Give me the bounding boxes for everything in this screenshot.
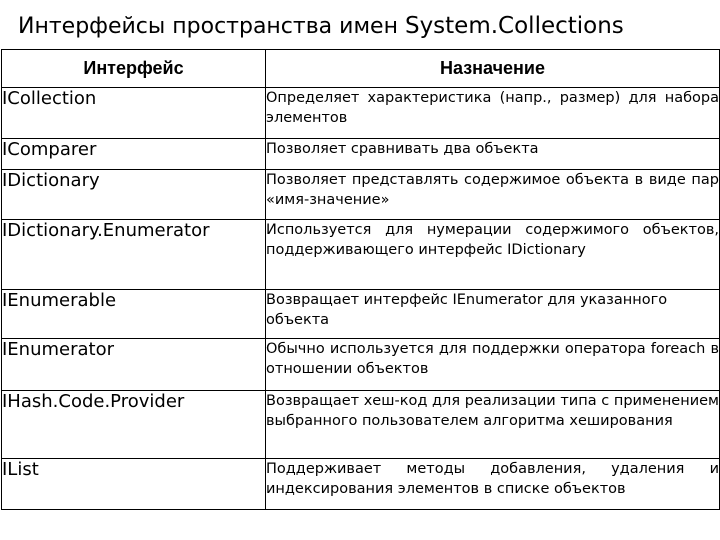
interface-description: Возвращает интерфейс IEnumerator для указанного объекта bbox=[266, 290, 720, 339]
page-title bbox=[18, 8, 718, 44]
interface-description: Поддерживает методы добавления, удаления и индексирования элементов в списке объектов bbox=[266, 459, 720, 510]
table-row bbox=[2, 139, 720, 170]
table-header bbox=[2, 50, 720, 88]
table-body bbox=[2, 88, 720, 510]
interface-description: Используется для нумерации содержимого объектов, поддерживающего интерфейс IDictionary bbox=[266, 220, 720, 290]
interface-description: Позволяет сравнивать два объекта bbox=[266, 139, 720, 170]
interface-description: Определяет характеристика (напр., размер) для набора элементов bbox=[266, 88, 720, 139]
interface-description: Позволяет представлять содержимое объекта в виде пар «имя-значение» bbox=[266, 170, 720, 220]
interface-description: Возвращает хеш-код для реализации типа с применением выбранного пользователем алгоритма хеширования bbox=[266, 391, 720, 459]
interfaces-table bbox=[1, 49, 720, 510]
interface-name: ICollection bbox=[2, 88, 266, 139]
header-purpose: Назначение bbox=[266, 50, 720, 88]
interface-name: IDictionary.Enumerator bbox=[2, 220, 266, 290]
interface-name: IList bbox=[2, 459, 266, 510]
title-namespace: System.Collections bbox=[404, 13, 624, 39]
header-row bbox=[2, 50, 720, 88]
table-row bbox=[2, 170, 720, 220]
table-row bbox=[2, 290, 720, 339]
interface-name: IHash.Code.Provider bbox=[2, 391, 266, 459]
table-row bbox=[2, 339, 720, 391]
interface-name: IEnumerable bbox=[2, 290, 266, 339]
title-prefix: Интерфейсы пространства имен bbox=[18, 14, 405, 39]
header-interface: Интерфейс bbox=[2, 50, 266, 88]
interface-name: IDictionary bbox=[2, 170, 266, 220]
table-row bbox=[2, 88, 720, 139]
table-row bbox=[2, 459, 720, 510]
table-row bbox=[2, 391, 720, 459]
interface-name: IEnumerator bbox=[2, 339, 266, 391]
table-row bbox=[2, 220, 720, 290]
interface-description: Обычно используется для поддержки оператора foreach в отношении объектов bbox=[266, 339, 720, 391]
interface-name: IComparer bbox=[2, 139, 266, 170]
